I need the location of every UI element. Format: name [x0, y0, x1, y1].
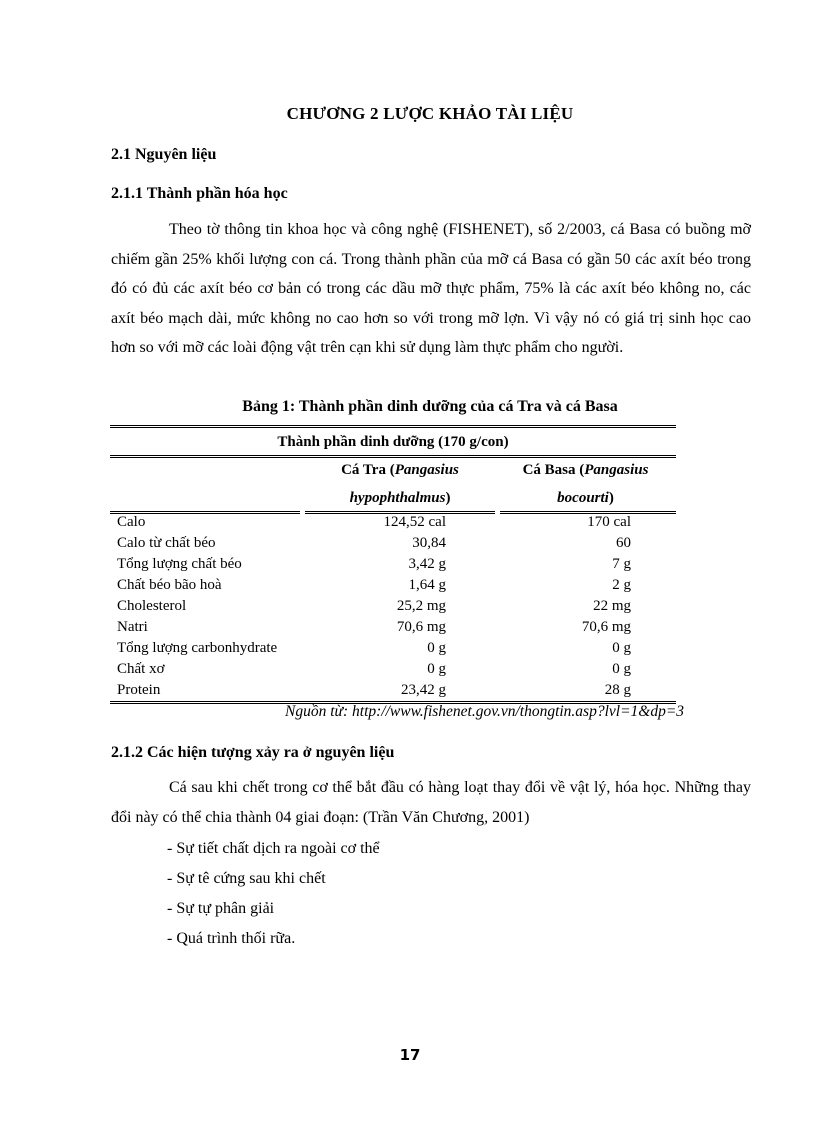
- subsection-heading: 2.1.1 Thành phần hóa học: [111, 185, 288, 202]
- table-row: Calo từ chất béo 30,84 60: [117, 535, 631, 551]
- paragraph-text: Theo tờ thông tin khoa học và công nghệ (FISHENET), số 2/2003, cá Basa có buồng mỡ chiếm gần 25% khối lượng con cá. Trong thành phần của mỡ cá Basa có gần 50 các axít béo trong đó có đủ các axít béo cơ bản có trong các dầu mỡ thực phẩm, 75% là các axít béo không no, các axít béo mạch dài, mức không no cao hơn so với trong mỡ lợn. Vì vậy nó có giá trị sinh học cao hơn so với mỡ các loài động vật trên cạn khi sử dụng làm thực phẩm cho người.: [111, 221, 751, 356]
- table-group-header: Thành phần dinh dưỡng (170 g/con): [277, 434, 509, 450]
- table-row: Tổng lượng chất béo 3,42 g 7 g: [117, 556, 631, 572]
- table-source: Nguồn từ: http://www.fishenet.gov.vn/thongtin.asp?lvl=1&dp=3: [285, 703, 685, 720]
- table-row: Chất xơ 0 g 0 g: [117, 661, 631, 677]
- paragraph-text: Cá sau khi chết trong cơ thể bắt đầu có hàng loạt thay đổi về vật lý, hóa học. Những thay đổi này có thể chia thành 04 giai đoạn: (Trần Văn Chương, 2001): [111, 779, 751, 826]
- column-header-tra: Cá Tra (Pangasius hypophthalmus): [341, 462, 459, 506]
- table-row: Natri 70,6 mg 70,6 mg: [117, 619, 631, 635]
- table-row: Calo 124,52 cal 170 cal: [117, 514, 631, 530]
- list-item: - Sự tê cứng sau khi chết: [167, 870, 326, 887]
- page-number: 17: [399, 1046, 421, 1064]
- list-item: - Sự tiết chất dịch ra ngoài cơ thể: [167, 840, 380, 857]
- list-item: - Quá trình thối rữa.: [167, 930, 296, 947]
- table-row: Cholesterol 25,2 mg 22 mg: [117, 598, 631, 614]
- paragraph-composition: [111, 215, 751, 363]
- table-row: Protein 23,42 g 28 g: [117, 682, 631, 698]
- table-row: Tổng lượng carbonhydrate 0 g 0 g: [117, 640, 631, 656]
- table-caption: Bảng 1: Thành phần dinh dưỡng của cá Tra và cá Basa: [242, 398, 618, 415]
- column-header-basa: Cá Basa (Pangasius bocourti): [522, 462, 649, 506]
- section-heading: 2.1 Nguyên liệu: [111, 146, 217, 163]
- table-top-rule: [110, 425, 676, 428]
- paragraph-changes: [111, 773, 751, 832]
- list-item: - Sự tự phân giải: [167, 900, 275, 917]
- table-row: Chất béo bão hoà 1,64 g 2 g: [117, 577, 631, 593]
- chapter-title: CHƯƠNG 2 LƯỢC KHẢO TÀI LIỆU: [286, 104, 574, 123]
- subsection-heading: 2.1.2 Các hiện tượng xảy ra ở nguyên liệu: [111, 744, 395, 761]
